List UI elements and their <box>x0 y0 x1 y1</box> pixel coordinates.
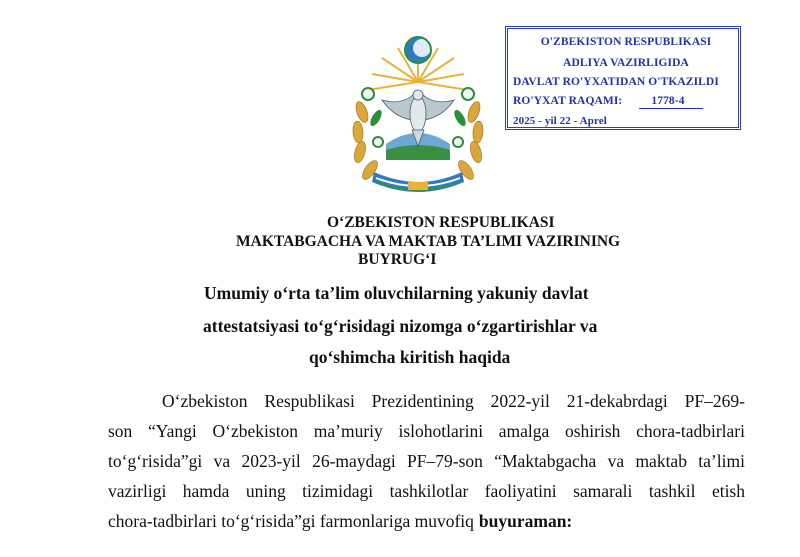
body-word: islohotlarini <box>398 421 484 441</box>
body-line <box>108 420 745 450</box>
body-word: PF–79-son <box>407 451 483 471</box>
body-line <box>108 390 745 420</box>
body-word: Prezidentining <box>371 391 474 411</box>
body-line <box>108 480 745 510</box>
body-closing-word: buyuraman: <box>478 511 573 531</box>
body-paragraph <box>108 390 745 540</box>
body-word: 2023-yil <box>241 451 301 471</box>
body-word: 21-dekabrdagi <box>566 391 668 411</box>
body-word: vazirligi <box>108 481 167 501</box>
body-word: faoliyatini <box>484 481 557 501</box>
stamp-registration-number: 1778-4 <box>639 95 702 109</box>
body-word: “Yangi <box>148 421 197 441</box>
stamp-date: 2025 - yil 22 - Aprel <box>513 115 607 127</box>
body-word: chora-tadbirlari <box>636 421 745 441</box>
stamp-registration-label: RO'YXAT RAQAMI: <box>513 95 623 107</box>
body-word: ta’limi <box>698 451 745 471</box>
body-word: 26-maydagi <box>312 451 396 471</box>
body-word: amalga <box>498 421 550 441</box>
body-word: etish <box>711 481 745 501</box>
body-word: ma’muriy <box>313 421 383 441</box>
registration-stamp <box>505 26 741 130</box>
heading-ministry: MAKTABGACHA VA MAKTAB TA’LIMI VAZIRINING <box>236 233 621 250</box>
body-word: O‘zbekiston <box>212 421 299 441</box>
body-word: Respublikasi <box>264 391 355 411</box>
body-word: hamda <box>182 481 230 501</box>
body-word: “Maktabgacha <box>494 451 597 471</box>
title-line-1: Umumiy o‘rta ta’lim oluvchilarning yakuniy davlat <box>204 283 589 303</box>
body-word: oshirish <box>565 421 621 441</box>
body-word: uning <box>245 481 286 501</box>
body-word: PF–269- <box>684 391 745 411</box>
title-line-3: qo‘shimcha kiritish haqida <box>309 347 511 367</box>
stamp-line-registered: DAVLAT RO'YXATIDAN O'TKAZILDI <box>513 76 719 88</box>
body-word: tashkilotlar <box>389 481 469 501</box>
body-word: maktab <box>635 451 687 471</box>
body-word: va <box>213 451 231 471</box>
body-word: to‘g‘risida”gi <box>108 451 203 471</box>
stamp-registration-row <box>513 95 703 109</box>
body-word: son <box>108 421 133 441</box>
title-line-2: attestatsiyasi to‘g‘risidagi nizomga o‘zgartirishlar va <box>203 316 598 336</box>
body-line <box>108 510 745 540</box>
body-word: samarali <box>573 481 633 501</box>
heading-order: BUYRUG‘I <box>358 251 437 268</box>
body-line-text: chora-tadbirlari to‘g‘risida”gi farmonlariga muvofiq <box>108 511 474 531</box>
state-emblem-icon <box>338 22 498 204</box>
heading-country: O‘ZBEKISTON RESPUBLIKASI <box>327 214 555 231</box>
stamp-line-country: O'ZBEKISTON RESPUBLIKASI <box>540 36 712 48</box>
body-word: 2022-yil <box>490 391 550 411</box>
body-word: va <box>607 451 625 471</box>
body-word: tizimidagi <box>302 481 374 501</box>
stamp-line-ministry: ADLIYA VAZIRLIGIDA <box>563 57 689 69</box>
body-line <box>108 450 745 480</box>
body-word: O‘zbekiston <box>162 391 248 411</box>
body-word: tashkil <box>648 481 696 501</box>
